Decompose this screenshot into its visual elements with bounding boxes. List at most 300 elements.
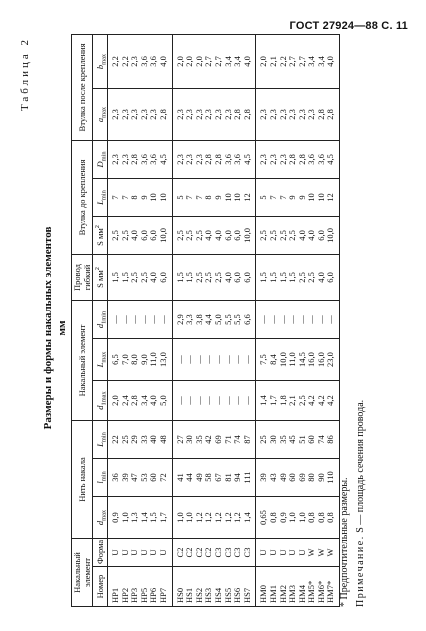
cell-value: U xyxy=(157,549,168,556)
cell-value: 14,5 xyxy=(296,352,307,367)
cell-value: 72 xyxy=(157,473,168,482)
cell-value: 6,0 xyxy=(148,230,159,241)
cell-value: 2,5 xyxy=(258,230,269,241)
cell-value: 4,0 xyxy=(241,56,252,67)
cell-value: 2,5 xyxy=(138,272,149,283)
cell-value: 2,3 xyxy=(184,109,195,120)
cell-value: 5,5 xyxy=(222,314,233,325)
cell-value: — xyxy=(241,396,252,405)
cell-value: 6,5 xyxy=(110,354,120,365)
cell-value: 10 xyxy=(315,193,326,202)
cell-value: 1,4 xyxy=(241,512,252,523)
cell-value: 8,0 xyxy=(129,354,140,365)
cell-value: 39 xyxy=(258,473,269,482)
cell-value: 0,8 xyxy=(325,512,336,523)
cell-d-max xyxy=(108,497,173,539)
cell-value: 7 xyxy=(277,195,288,200)
cell-value: 4,0 xyxy=(129,230,140,241)
cell-value: 74 xyxy=(232,435,243,444)
col-header-number: Номер xyxy=(93,567,108,607)
note-text: S — площадь сечения провода. xyxy=(355,399,366,533)
cell-value: 2,7 xyxy=(296,56,307,67)
cell-value: 36 xyxy=(110,473,120,482)
cell-L2-min xyxy=(256,178,340,216)
cell-value: 25 xyxy=(258,435,269,444)
cell-form xyxy=(172,539,256,567)
cell-value: 2,5 xyxy=(203,272,214,283)
cell-value: 30 xyxy=(267,435,278,444)
cell-value: 4,5 xyxy=(157,154,168,165)
cell-value: 0,9 xyxy=(110,512,120,523)
cell-value: 1,5 xyxy=(258,272,269,283)
cell-value: 2,7 xyxy=(203,56,214,67)
cell-value: 4,0 xyxy=(157,56,168,67)
cell-value: 2,4 xyxy=(119,395,130,406)
cell-value: — xyxy=(129,315,140,324)
cell-value: 7 xyxy=(267,195,278,200)
cell-value: 3,6 xyxy=(306,154,317,165)
cell-value: 11,0 xyxy=(287,352,298,367)
cell-value: 6,0 xyxy=(241,272,252,283)
cell-value: 2,3 xyxy=(287,109,298,120)
cell-b-max xyxy=(108,34,173,88)
cell-value: 2,3 xyxy=(296,109,307,120)
cell-value: 1,2 xyxy=(203,512,214,523)
cell-value: 47 xyxy=(129,473,140,482)
cell-value: 2,5 xyxy=(306,272,317,283)
cell-value: 9 xyxy=(287,195,298,200)
cell-value: 1,0 xyxy=(287,512,298,523)
cell-value: 2,8 xyxy=(129,395,140,406)
cell-value: 9 xyxy=(212,195,223,200)
cell-value: 2,2 xyxy=(277,56,288,67)
cell-value: U xyxy=(148,549,159,556)
cell-value: 8 xyxy=(129,195,140,200)
cell-value: 27 xyxy=(174,435,185,444)
cell-value: 10 xyxy=(157,193,168,202)
col-header-l-min: $l_{min}$ xyxy=(93,459,108,497)
cell-value: 1,5 xyxy=(267,272,278,283)
cell-value: W xyxy=(315,548,326,557)
cell-value: 1,5 xyxy=(277,272,288,283)
cell-value: 86 xyxy=(325,435,336,444)
cell-value: 2,5 xyxy=(119,230,130,241)
cell-value: 3,6 xyxy=(148,56,159,67)
cell-L-max xyxy=(108,339,173,381)
cell-d-max xyxy=(172,497,256,539)
cell-value: 1,2 xyxy=(232,512,243,523)
cell-value: 2,3 xyxy=(267,154,278,165)
cell-value: 3,3 xyxy=(184,314,195,325)
cell-value: 6,0 xyxy=(157,272,168,283)
cell-value: 4,0 xyxy=(148,395,159,406)
cell-value: 4,0 xyxy=(212,230,223,241)
col-header-s-sleeve: S $мм^2$ xyxy=(93,216,108,254)
cell-value: 1,5 xyxy=(110,272,120,283)
cell-value: 3,4 xyxy=(315,56,326,67)
cell-value: 1,7 xyxy=(157,512,168,523)
table-note xyxy=(355,400,366,607)
cell-form xyxy=(108,539,173,567)
cell-value: — xyxy=(258,315,269,324)
cell-s xyxy=(172,254,256,300)
cell-s-sleeve xyxy=(172,216,256,254)
cell-value: 2,5 xyxy=(193,272,204,283)
cell-l-min xyxy=(108,459,173,497)
table-body xyxy=(108,34,340,606)
table-row-group-1 xyxy=(108,34,173,606)
cell-value: 10,0 xyxy=(325,228,336,243)
cell-value: — xyxy=(232,396,243,405)
cell-value: 29 xyxy=(129,435,140,444)
cell-value: 9,0 xyxy=(138,354,149,365)
cell-value: 5,5 xyxy=(232,314,243,325)
cell-value: 71 xyxy=(222,435,233,444)
cell-value: 6,0 xyxy=(222,230,233,241)
cell-value: — xyxy=(241,355,252,364)
cell-value: 7,5 xyxy=(258,354,269,365)
cell-value: 0,9 xyxy=(277,512,288,523)
col-header-a-max: $a_{max}$ xyxy=(93,88,108,140)
cell-value: 2,5 xyxy=(277,230,288,241)
cell-d1-min xyxy=(108,300,173,338)
cell-value: HS3 xyxy=(203,587,214,603)
col-header-D-min: $D_{min}$ xyxy=(93,140,108,178)
cell-value: 1,0 xyxy=(174,512,185,523)
cell-value: HP2 xyxy=(119,587,130,603)
cell-value: HM7* xyxy=(325,580,336,603)
cell-value: 5,0 xyxy=(157,395,168,406)
cell-value: 7 xyxy=(110,195,120,200)
cell-value: 58 xyxy=(203,473,214,482)
table-row-group-2 xyxy=(172,34,256,606)
cell-value: 4,5 xyxy=(325,154,336,165)
cell-s-sleeve xyxy=(108,216,173,254)
group-header-sleeve-after: Втулка после крепления xyxy=(72,34,93,140)
cell-value: 4,2 xyxy=(315,395,326,406)
cell-value: 80 xyxy=(306,473,317,482)
cell-value: 1,4 xyxy=(258,395,269,406)
col-header-form: Форма xyxy=(93,539,108,567)
cell-value: 2,8 xyxy=(212,154,223,165)
cell-L2-min xyxy=(108,178,173,216)
dimensions-table xyxy=(71,34,340,607)
cell-value: 2,0 xyxy=(258,56,269,67)
cell-value: 2,8 xyxy=(325,109,336,120)
cell-value: 1,5 xyxy=(119,272,130,283)
cell-value: 1,0 xyxy=(296,512,307,523)
cell-value: 7 xyxy=(184,195,195,200)
cell-value: 67 xyxy=(212,473,223,482)
cell-d1-min xyxy=(256,300,340,338)
group-header-heater: Накальный элемент xyxy=(72,300,93,420)
cell-d1-min xyxy=(172,300,256,338)
cell-value: HM6* xyxy=(315,580,326,603)
cell-value: 4,4 xyxy=(203,314,214,325)
cell-L-min xyxy=(256,421,340,459)
cell-value: 10 xyxy=(222,193,233,202)
cell-value: 1,0 xyxy=(184,512,195,523)
cell-value: U xyxy=(267,549,278,556)
cell-value: C3 xyxy=(241,547,252,558)
cell-value: — xyxy=(277,315,288,324)
cell-value: U xyxy=(258,549,269,556)
cell-value: HP1 xyxy=(110,587,120,603)
cell-value: 49 xyxy=(193,473,204,482)
cell-d-max xyxy=(256,497,340,539)
cell-value: 22 xyxy=(110,435,120,444)
cell-value: 1,7 xyxy=(267,395,278,406)
cell-value: 1,8 xyxy=(277,395,288,406)
cell-value: 4,0 xyxy=(222,272,233,283)
cell-value: 4,0 xyxy=(296,230,307,241)
cell-value: 2,5 xyxy=(296,272,307,283)
cell-value: 10 xyxy=(148,193,159,202)
cell-value: 1,5 xyxy=(174,272,185,283)
cell-value: — xyxy=(203,355,214,364)
cell-value: 10,0 xyxy=(277,352,288,367)
cell-value: 3,4 xyxy=(222,56,233,67)
cell-value: 43 xyxy=(267,473,278,482)
page-header: ГОСТ 27924—88 С. 11 xyxy=(289,20,408,32)
cell-value: — xyxy=(157,315,168,324)
cell-D-min xyxy=(256,140,340,178)
cell-value: HM5* xyxy=(306,580,317,603)
cell-value: 1,5 xyxy=(287,272,298,283)
cell-value: 2,1 xyxy=(287,395,298,406)
cell-value: 2,8 xyxy=(203,154,214,165)
cell-value: 2,3 xyxy=(129,109,140,120)
cell-L-min xyxy=(172,421,256,459)
cell-value: 2,1 xyxy=(267,56,278,67)
cell-value: — xyxy=(232,355,243,364)
cell-value: 48 xyxy=(157,435,168,444)
cell-value: 6,0 xyxy=(315,230,326,241)
cell-L-min xyxy=(108,421,173,459)
cell-value: — xyxy=(193,396,204,405)
cell-value: 2,3 xyxy=(148,109,159,120)
cell-value: 23,0 xyxy=(325,352,336,367)
cell-value: 3,6 xyxy=(222,154,233,165)
cell-value: 45 xyxy=(287,435,298,444)
cell-value: 4,0 xyxy=(306,230,317,241)
cell-value: — xyxy=(222,396,233,405)
col-header-d-max: $d_{max}$ xyxy=(93,497,108,539)
cell-value: — xyxy=(306,315,317,324)
cell-value: 2,3 xyxy=(174,154,185,165)
cell-value: C2 xyxy=(193,547,204,558)
cell-value: 2,5 xyxy=(110,230,120,241)
cell-value: 2,3 xyxy=(119,154,130,165)
cell-value: 30 xyxy=(184,435,195,444)
group-header-wire: Провод гибкий xyxy=(72,254,93,300)
cell-value: 4,5 xyxy=(241,154,252,165)
cell-value: 49 xyxy=(277,473,288,482)
cell-d1-max xyxy=(256,381,340,421)
group-header-element: Накальный элемент xyxy=(72,539,93,607)
cell-value: U xyxy=(296,549,307,556)
col-header-b-max: $b_{max}$ xyxy=(93,34,108,88)
cell-value: 2,0 xyxy=(184,56,195,67)
cell-value: 2,8 xyxy=(232,109,243,120)
cell-value: 3,4 xyxy=(138,395,149,406)
cell-value: 2,5 xyxy=(184,230,195,241)
cell-a-max xyxy=(108,88,173,140)
cell-l-min xyxy=(172,459,256,497)
cell-value: 2,7 xyxy=(287,56,298,67)
cell-value: — xyxy=(267,315,278,324)
cell-value: 2,8 xyxy=(157,109,168,120)
cell-value: 2,0 xyxy=(174,56,185,67)
cell-value: 74 xyxy=(315,435,326,444)
cell-value: 6,6 xyxy=(241,314,252,325)
cell-value: 2,3 xyxy=(277,109,288,120)
cell-value: C2 xyxy=(174,547,185,558)
table-label: Таблица 2 xyxy=(19,37,31,112)
cell-value: 2,3 xyxy=(258,109,269,120)
cell-value: HP6 xyxy=(148,587,159,603)
cell-D-min xyxy=(172,140,256,178)
cell-value: 5,0 xyxy=(212,314,223,325)
cell-L-max xyxy=(256,339,340,381)
cell-value: 2,3 xyxy=(193,154,204,165)
cell-value: 1,3 xyxy=(129,512,140,523)
col-header-d1-max: $d_{1max}$ xyxy=(93,381,108,421)
cell-value: 4,0 xyxy=(203,230,214,241)
cell-value: HP3 xyxy=(129,587,140,603)
table-row-group-3 xyxy=(256,34,340,606)
cell-value: 1,2 xyxy=(193,512,204,523)
cell-value: — xyxy=(119,315,130,324)
cell-l-min xyxy=(256,459,340,497)
cell-value: 9 xyxy=(138,195,149,200)
cell-L2-min xyxy=(172,178,256,216)
cell-value: 2,3 xyxy=(129,56,140,67)
cell-value: HM4 xyxy=(296,585,307,603)
cell-value: — xyxy=(174,355,185,364)
cell-value: — xyxy=(212,355,223,364)
cell-value: 5 xyxy=(258,195,269,200)
cell-value: C2 xyxy=(203,547,214,558)
cell-value: 12 xyxy=(241,193,252,202)
cell-value: C3 xyxy=(232,547,243,558)
cell-value: 2,3 xyxy=(267,109,278,120)
cell-value: 39 xyxy=(119,473,130,482)
cell-value: 2,5 xyxy=(193,230,204,241)
cell-value: 3,6 xyxy=(138,56,149,67)
cell-a-max xyxy=(256,88,340,140)
cell-value: 7 xyxy=(119,195,130,200)
cell-value: 60 xyxy=(148,473,159,482)
cell-value: 60 xyxy=(306,435,317,444)
cell-value: U xyxy=(119,549,130,556)
cell-value: 2,5 xyxy=(174,230,185,241)
cell-value: 35 xyxy=(193,435,204,444)
cell-value: 3,6 xyxy=(138,154,149,165)
cell-value: 2,8 xyxy=(129,154,140,165)
cell-value: 60 xyxy=(287,473,298,482)
cell-value: 2,5 xyxy=(129,272,140,283)
cell-form xyxy=(256,539,340,567)
cell-value: C2 xyxy=(184,547,195,558)
cell-s xyxy=(256,254,340,300)
cell-value: 2,3 xyxy=(119,109,130,120)
cell-value: 81 xyxy=(222,473,233,482)
cell-value: 2,3 xyxy=(110,154,120,165)
cell-value: HS1 xyxy=(184,587,195,603)
cell-value: — xyxy=(212,396,223,405)
table-unit: мм xyxy=(56,320,68,336)
cell-value: 6,0 xyxy=(325,272,336,283)
cell-value: 44 xyxy=(184,473,195,482)
cell-value: 2,3 xyxy=(138,109,149,120)
cell-value: 2,5 xyxy=(267,230,278,241)
cell-value: 1,2 xyxy=(222,512,233,523)
footnote: * Предпочтительные размеры. xyxy=(339,477,350,607)
cell-value: 2,3 xyxy=(193,109,204,120)
cell-value: 2,8 xyxy=(296,154,307,165)
cell-D-min xyxy=(108,140,173,178)
cell-value: C3 xyxy=(222,547,233,558)
cell-value: — xyxy=(193,355,204,364)
cell-value: 1,0 xyxy=(119,512,130,523)
cell-value: 8,4 xyxy=(267,354,278,365)
cell-number xyxy=(172,567,256,607)
cell-value: — xyxy=(148,315,159,324)
cell-value: U xyxy=(277,549,288,556)
cell-value: 2,8 xyxy=(241,109,252,120)
table-title: Размеры и формы накальных элементов xyxy=(42,226,54,430)
col-header-L-max: $L_{max}$ xyxy=(93,339,108,381)
cell-value: 2,3 xyxy=(212,109,223,120)
cell-value: U xyxy=(110,549,120,556)
cell-value: 87 xyxy=(241,435,252,444)
cell-value: W xyxy=(306,548,317,557)
cell-value: 1,5 xyxy=(184,272,195,283)
cell-value: 1,4 xyxy=(138,512,149,523)
cell-value: 4,0 xyxy=(315,272,326,283)
cell-value: 1,2 xyxy=(212,512,223,523)
cell-number xyxy=(256,567,340,607)
cell-value: 90 xyxy=(315,473,326,482)
cell-value: 3,8 xyxy=(193,314,204,325)
cell-value: 40 xyxy=(148,435,159,444)
cell-value: — xyxy=(110,315,120,324)
cell-value: HS0 xyxy=(174,587,185,603)
cell-value: — xyxy=(296,315,307,324)
cell-value: 9 xyxy=(296,195,307,200)
cell-value: 10 xyxy=(232,193,243,202)
cell-value: 2,5 xyxy=(212,272,223,283)
cell-s xyxy=(108,254,173,300)
cell-value: 69 xyxy=(296,473,307,482)
cell-value: 3,4 xyxy=(306,56,317,67)
cell-value: 2,3 xyxy=(203,109,214,120)
cell-value: 2,3 xyxy=(174,109,185,120)
group-header-thread: Нить накала xyxy=(72,421,93,539)
cell-value: 2,0 xyxy=(193,56,204,67)
col-header-L2-min: $L_{min}$ xyxy=(93,178,108,216)
cell-value: HP5 xyxy=(138,587,149,603)
cell-value: 2,3 xyxy=(277,154,288,165)
cell-value: C3 xyxy=(212,547,223,558)
cell-value: 69 xyxy=(212,435,223,444)
col-header-L-min: $L_{min}$ xyxy=(93,421,108,459)
cell-value: 10,0 xyxy=(241,228,252,243)
cell-value: 3,4 xyxy=(232,56,243,67)
cell-value: — xyxy=(174,396,185,405)
cell-value: HM1 xyxy=(267,585,278,603)
